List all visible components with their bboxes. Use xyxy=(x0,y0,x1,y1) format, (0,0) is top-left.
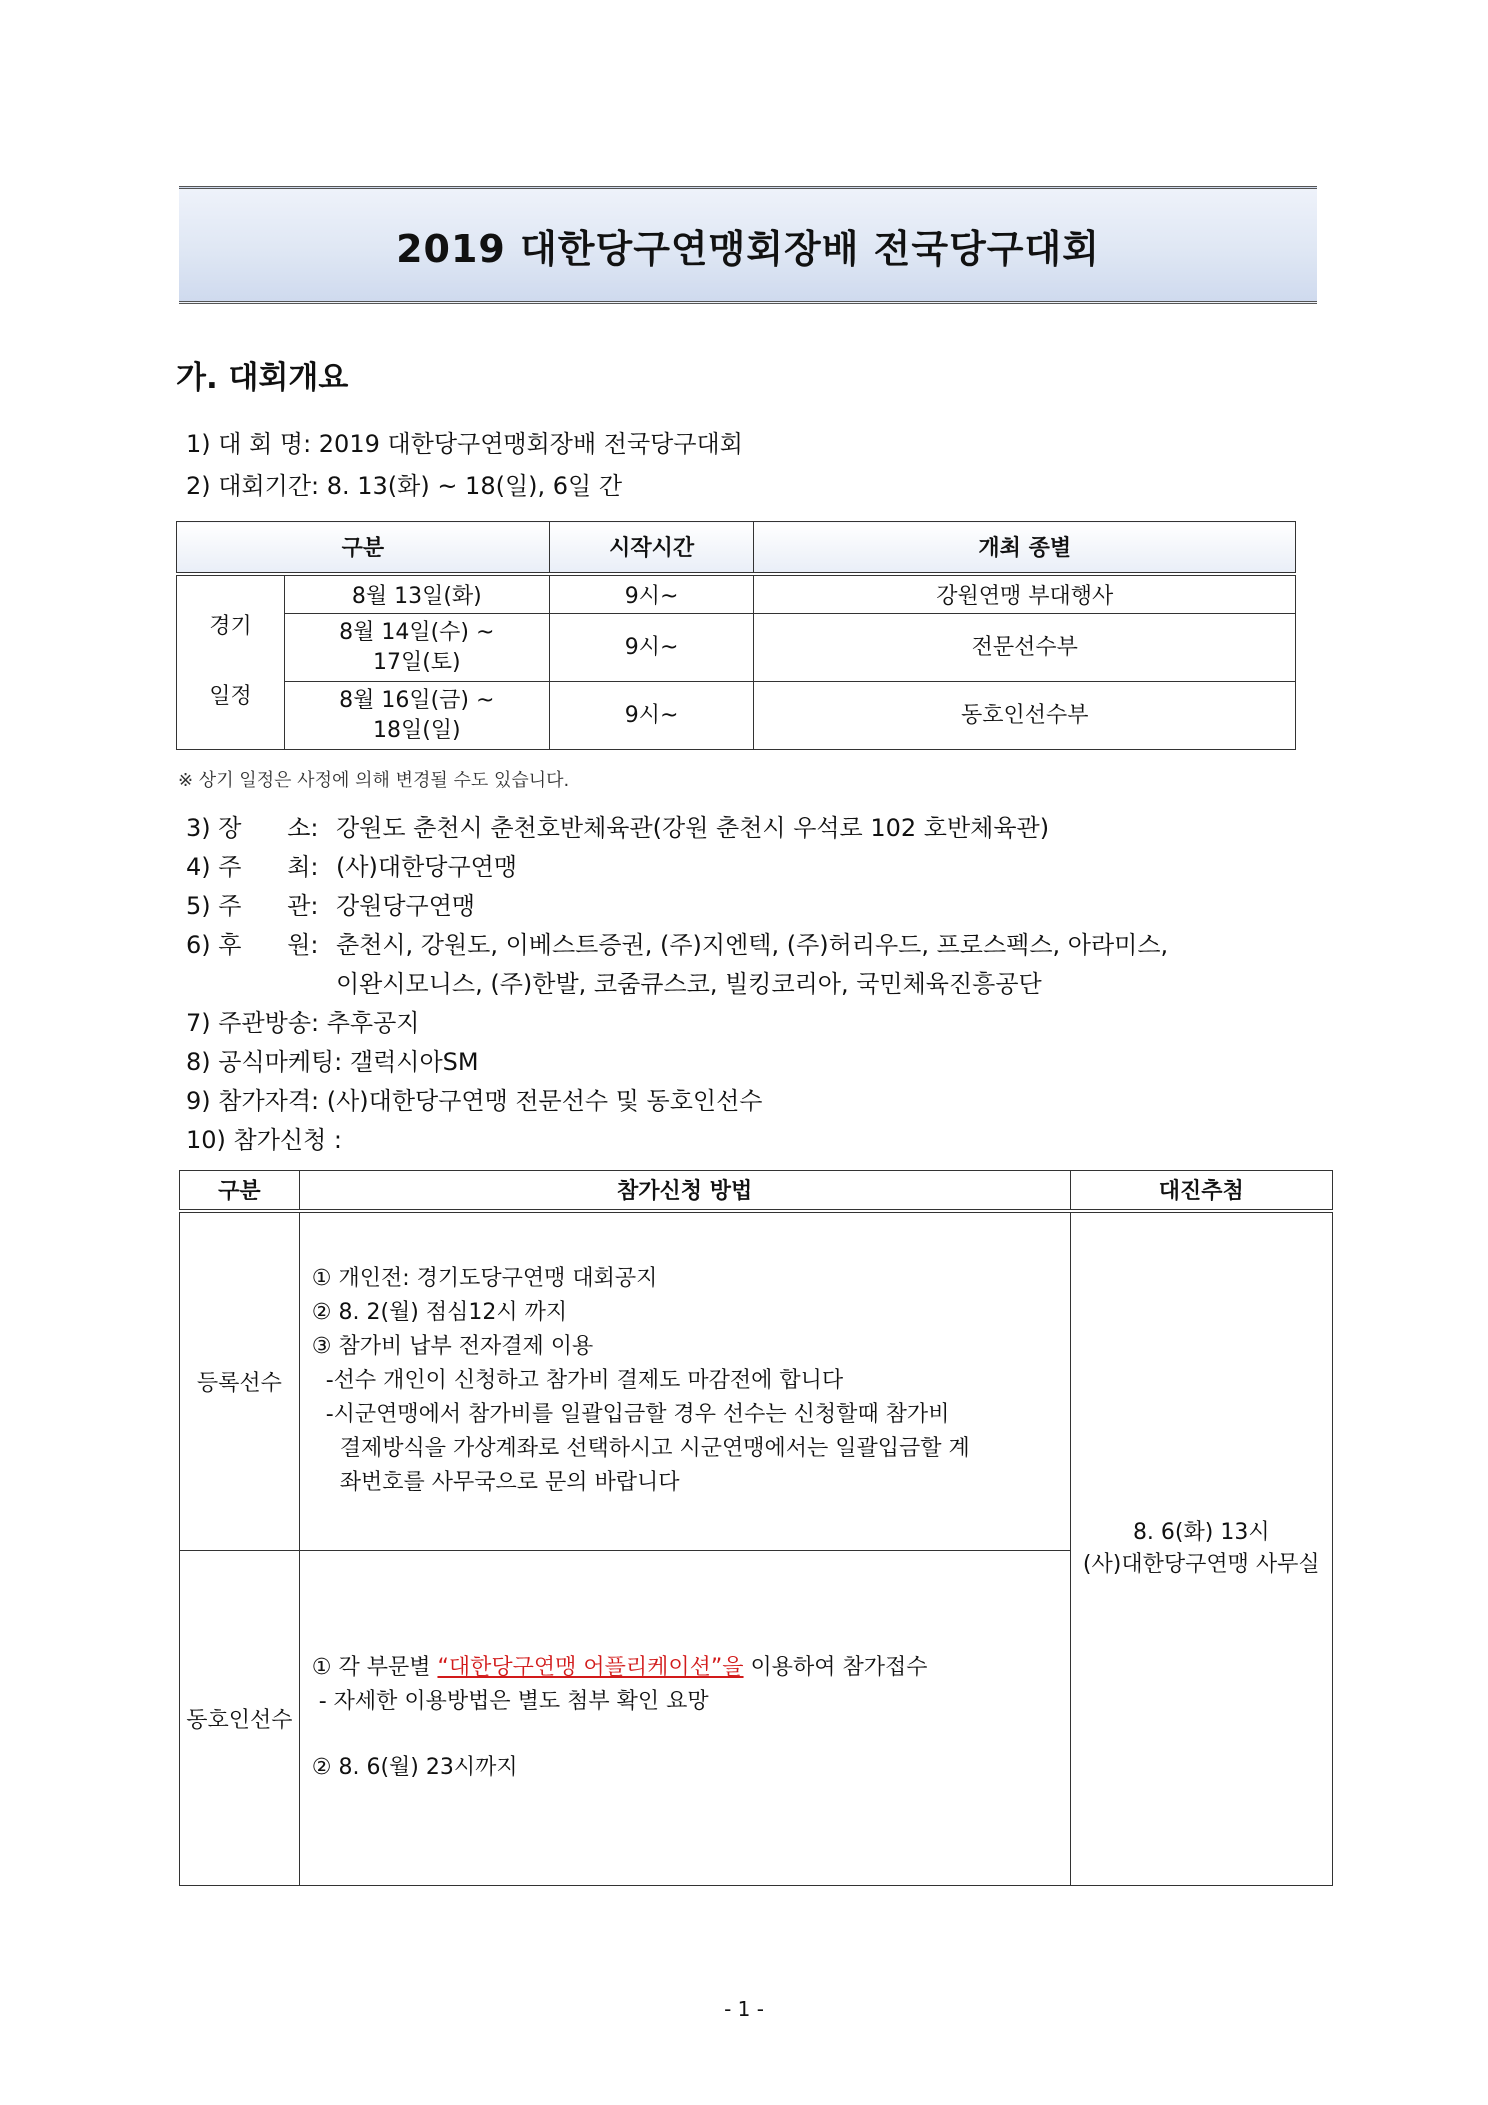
draw-info: 8. 6(화) 13시 (사)대한당구연맹 사무실 xyxy=(1070,1211,1332,1886)
overview-name: 1) 대 회 명: 2019 대한당구연맹회장배 전국당구대회 xyxy=(186,430,743,458)
detail-venue: 3) 장 소: 강원도 춘천시 춘천호반체육관(강원 춘천시 우석로 102 호반체육관) xyxy=(186,814,1050,842)
registration-header-draw: 대진추첨 xyxy=(1070,1171,1332,1211)
registration-header-method: 참가신청 방법 xyxy=(299,1171,1070,1211)
detail-eligibility: 9) 참가자격: (사)대한당구연맹 전문선수 및 동호인선수 xyxy=(186,1087,763,1115)
detail-sponsors: 6) 후 원: 춘천시, 강원도, 이베스트증권, (주)지엔텍, (주)허리우드, 프로스펙스, 아라미스, xyxy=(186,931,1169,959)
schedule-time: 9시~ xyxy=(549,574,754,614)
section-heading: 가. 대회개요 xyxy=(176,360,349,396)
title-banner xyxy=(179,186,1317,304)
detail-broadcast: 7) 주관방송: 추후공지 xyxy=(186,1009,420,1037)
overview-period: 2) 대회기간: 8. 13(화) ~ 18(일), 6일 간 xyxy=(186,472,623,500)
schedule-header-time: 시작시간 xyxy=(549,522,754,574)
registration-header-category: 구분 xyxy=(180,1171,300,1211)
detail-sponsors-continued: 이완시모니스, (주)한발, 코줌큐스코, 빌킹코리아, 국민체육진흥공단 xyxy=(336,970,1042,998)
schedule-event: 강원연맹 부대행사 xyxy=(754,574,1296,614)
detail-host: 4) 주 최: (사)대한당구연맹 xyxy=(186,853,518,881)
pro-method: ① 개인전: 경기도당구연맹 대회공지 ② 8. 2(월) 점심12시 까지 ③ 참가비 납부 전자결제 이용 -선수 개인이 신청하고 참가비 결제도 마감전에 합니다 -시군연맹에서 참가비를 일괄입금할 경우 선수는 신청할때 참가비 결제방식을 가상계좌로 선택하시고 시군연맹에서는 일괄입금할 계 좌번호를 사무국으로 문의 바랍니다 xyxy=(299,1211,1070,1551)
schedule-table xyxy=(176,521,1296,750)
schedule-time: 9시~ xyxy=(549,682,754,750)
document-title: 2019 대한당구연맹회장배 전국당구대회 xyxy=(396,226,1100,271)
schedule-event: 전문선수부 xyxy=(754,614,1296,682)
schedule-date: 8월 16일(금) ~ 18일(일) xyxy=(284,682,549,750)
detail-marketing: 8) 공식마케팅: 갤럭시아SM xyxy=(186,1048,479,1076)
pro-label: 등록선수 xyxy=(180,1211,300,1551)
amateur-label: 동호인선수 xyxy=(180,1551,300,1886)
page-number: - 1 - xyxy=(724,1997,764,2021)
schedule-header-category: 구분 xyxy=(177,522,550,574)
amateur-method: ① 각 부문별 “대한당구연맹 어플리케이션”을 이용하여 참가접수 - 자세한 이용방법은 별도 첨부 확인 요망 ② 8. 6(월) 23시까지 xyxy=(299,1551,1070,1886)
schedule-time: 9시~ xyxy=(549,614,754,682)
schedule-note: ※ 상기 일정은 사정에 의해 변경될 수도 있습니다. xyxy=(178,770,570,791)
app-link[interactable]: “대한당구연맹 어플리케이션”을 xyxy=(437,1655,744,1680)
schedule-date: 8월 13일(화) xyxy=(284,574,549,614)
schedule-group-label: 경기 일정 xyxy=(177,574,285,750)
detail-application: 10) 참가신청 : xyxy=(186,1126,342,1154)
schedule-header-event: 개최 종별 xyxy=(754,522,1296,574)
schedule-date: 8월 14일(수) ~ 17일(토) xyxy=(284,614,549,682)
detail-organizer: 5) 주 관: 강원당구연맹 xyxy=(186,892,476,920)
registration-table xyxy=(179,1170,1333,1886)
schedule-event: 동호인선수부 xyxy=(754,682,1296,750)
